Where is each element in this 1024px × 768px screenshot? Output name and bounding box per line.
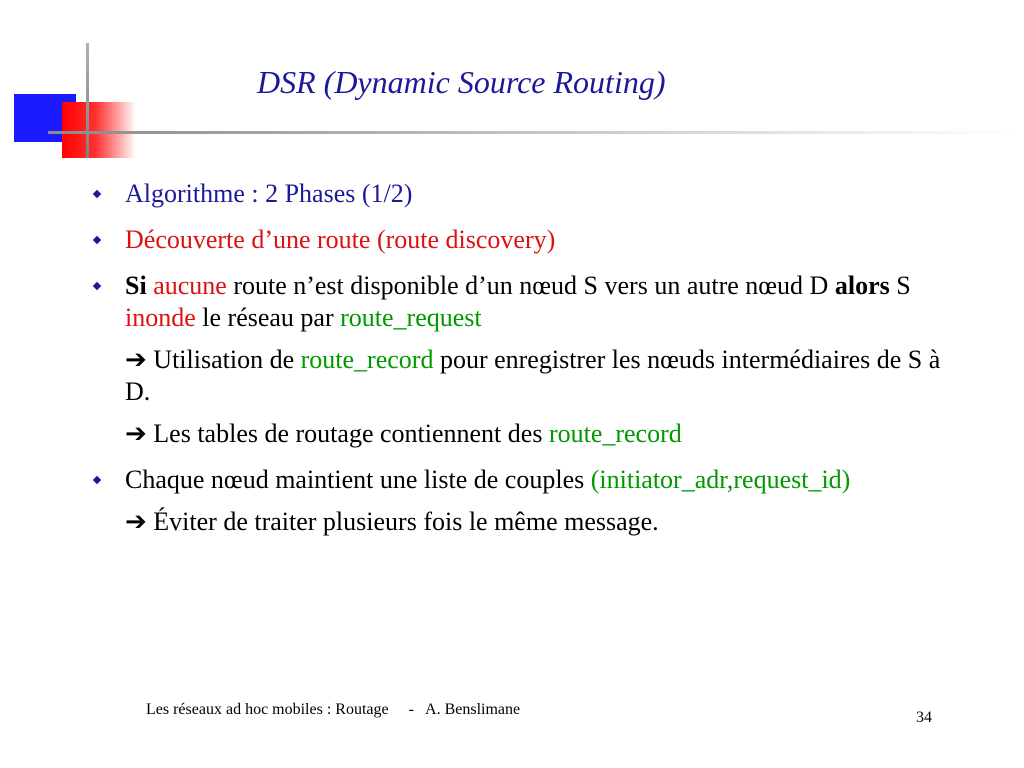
decorative-horizontal-line bbox=[48, 131, 1018, 134]
sub-text: Les tables de routage contiennent des bbox=[146, 419, 549, 448]
diamond-bullet-icon bbox=[93, 282, 101, 290]
keyword-aucune: aucune bbox=[153, 271, 227, 300]
bullet-text: S bbox=[889, 271, 911, 300]
sub-item-routing-tables bbox=[92, 418, 952, 450]
sub-item-avoid-duplicates bbox=[92, 506, 952, 538]
bullet-list bbox=[92, 178, 952, 552]
decorative-vertical-line bbox=[86, 43, 89, 158]
bullet-item-algorithm bbox=[92, 178, 952, 210]
sub-text: Éviter de traiter plusieurs fois le même message. bbox=[146, 507, 659, 536]
diamond-bullet-icon bbox=[93, 476, 101, 484]
bullet-item-discovery bbox=[92, 224, 952, 256]
bullet-item-flooding bbox=[92, 270, 952, 334]
keyword-route-request: route_request bbox=[340, 303, 482, 332]
slide-footer: Les réseaux ad hoc mobiles : Routage - A. Benslimane bbox=[146, 701, 521, 718]
bullet-text: Découverte d’une route (route discovery) bbox=[125, 225, 556, 254]
keyword-alors: alors bbox=[834, 271, 890, 300]
slide-title: DSR (Dynamic Source Routing) bbox=[257, 64, 666, 100]
keyword-inonde: inonde bbox=[125, 303, 196, 332]
diamond-bullet-icon bbox=[93, 236, 101, 244]
logo-red-square bbox=[62, 102, 136, 158]
bullet-text: le réseau par bbox=[195, 303, 341, 332]
keyword-route-record: route_record bbox=[300, 345, 434, 374]
keyword-couple: (initiator_adr,request_id) bbox=[590, 465, 851, 494]
keyword-route-record: route_record bbox=[548, 419, 682, 448]
bullet-text: route n’est disponible d’un nœud S vers un autre nœud D bbox=[226, 271, 835, 300]
keyword-si: Si bbox=[125, 271, 147, 300]
arrow-right-icon: ➔ bbox=[125, 507, 147, 536]
page-number: 34 bbox=[916, 709, 932, 726]
sub-text: Utilisation de bbox=[146, 345, 301, 374]
sub-text: pour enregistrer les nœuds intermédiaires de S à D. bbox=[125, 345, 941, 406]
bullet-text: Chaque nœud maintient une liste de couples bbox=[125, 465, 591, 494]
bullet-text: Algorithme : 2 Phases (1/2) bbox=[125, 179, 413, 208]
arrow-right-icon: ➔ bbox=[125, 345, 147, 374]
arrow-right-icon: ➔ bbox=[125, 419, 147, 448]
sub-item-route-record-usage bbox=[92, 344, 952, 408]
diamond-bullet-icon bbox=[93, 190, 101, 198]
bullet-item-couples bbox=[92, 464, 952, 496]
